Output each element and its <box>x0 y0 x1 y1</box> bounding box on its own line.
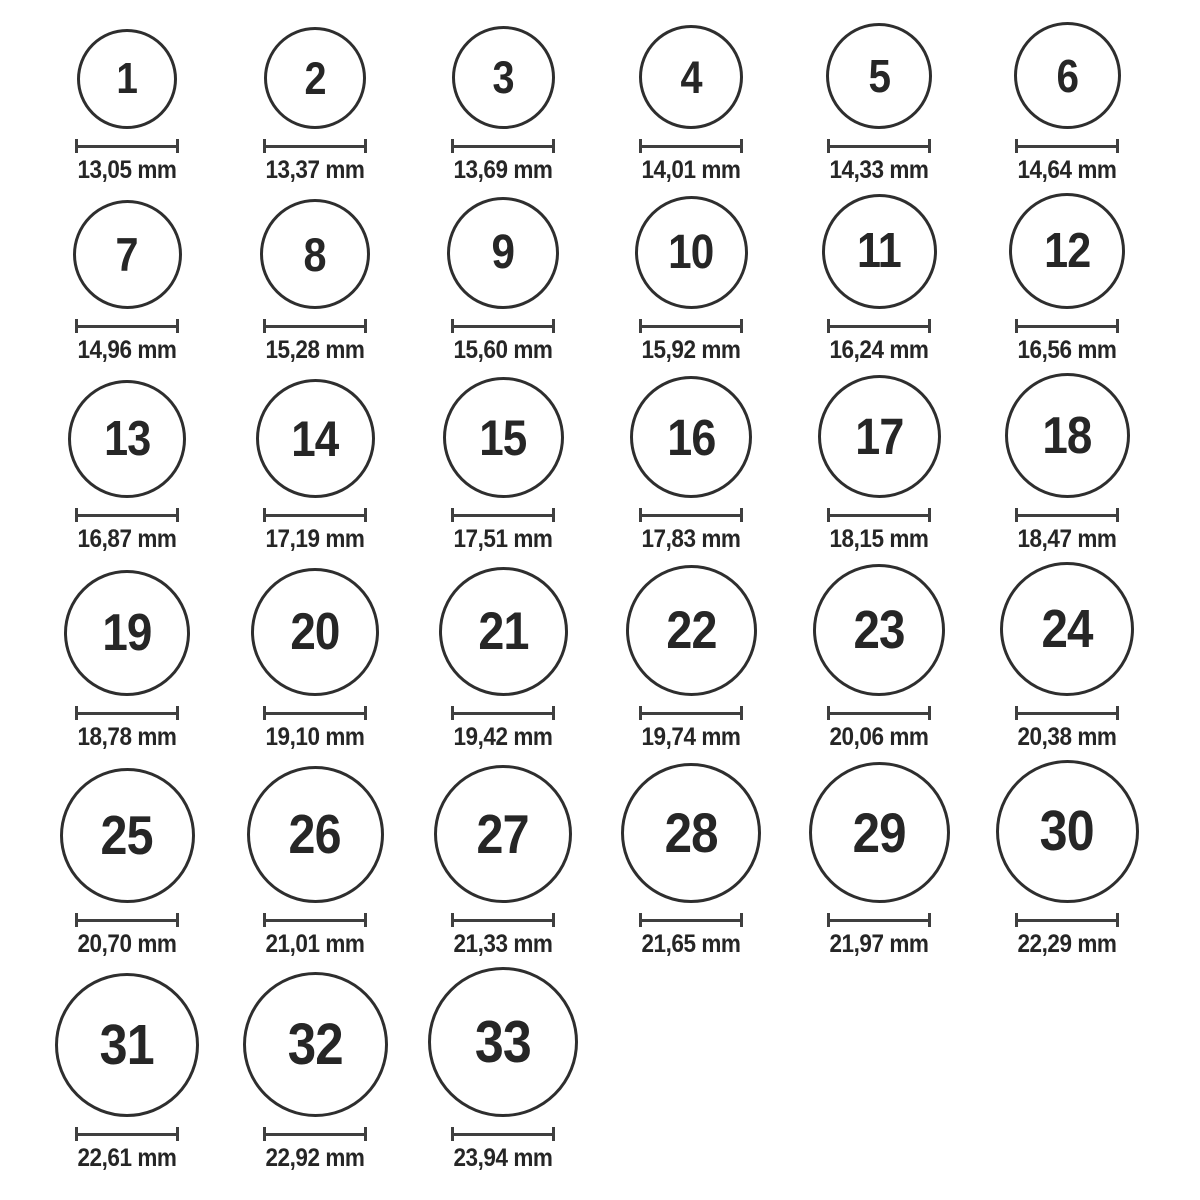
ring-size-item <box>33 380 221 554</box>
ring-size-number: 29 <box>852 800 906 864</box>
ruler-tick-right <box>1116 319 1119 333</box>
ring-circle <box>1005 373 1130 498</box>
diameter-ruler <box>1015 319 1119 333</box>
ruler-tick-right <box>740 319 743 333</box>
diameter-label <box>1012 524 1122 554</box>
ring-size-item <box>33 200 221 365</box>
ruler-line <box>642 514 740 517</box>
diameter-label <box>72 335 182 365</box>
ruler-tick-right <box>740 913 743 927</box>
ruler-line <box>830 919 928 922</box>
ruler-line <box>266 325 364 328</box>
ring-circle <box>1014 22 1121 129</box>
diameter-label <box>260 1143 370 1173</box>
diameter-label <box>448 524 558 554</box>
ruler-line <box>830 325 928 328</box>
ruler-line <box>78 919 176 922</box>
ruler-line <box>1018 514 1116 517</box>
ruler-line <box>78 514 176 517</box>
ruler-tick-right <box>928 913 931 927</box>
ring-circle <box>256 379 375 498</box>
ruler-tick-right <box>552 706 555 720</box>
ring-size-number: 32 <box>287 1011 343 1077</box>
diameter-ruler <box>263 1127 367 1141</box>
ruler-line <box>1018 712 1116 715</box>
ruler-line <box>454 145 552 148</box>
diameter-label-text: 15,60 mm <box>453 335 553 364</box>
diameter-ruler <box>827 706 931 720</box>
ruler-line <box>266 514 364 517</box>
ring-size-item <box>597 196 785 365</box>
ring-size-number: 18 <box>1042 406 1092 465</box>
ring-circle <box>635 196 748 309</box>
diameter-label-text: 20,38 mm <box>1017 722 1117 751</box>
ruler-line <box>78 712 176 715</box>
diameter-label <box>448 1143 558 1173</box>
diameter-label <box>260 335 370 365</box>
diameter-label-text: 14,96 mm <box>77 335 177 364</box>
ring-size-number: 4 <box>680 51 702 103</box>
ring-size-number: 15 <box>479 409 527 466</box>
ring-size-number: 8 <box>303 227 327 281</box>
diameter-ruler <box>75 139 179 153</box>
ruler-tick-right <box>1116 139 1119 153</box>
ring-circle <box>809 762 950 903</box>
diameter-ruler <box>75 319 179 333</box>
ring-size-number: 11 <box>857 224 901 278</box>
diameter-label <box>1012 929 1122 959</box>
ring-circle <box>77 29 177 129</box>
ring-size-number: 19 <box>102 604 152 662</box>
diameter-ruler <box>451 706 555 720</box>
ring-circle <box>251 568 379 696</box>
ring-size-item <box>409 197 597 365</box>
chart-row <box>33 22 1200 185</box>
ring-size-number: 9 <box>491 226 515 279</box>
ruler-tick-right <box>176 1127 179 1141</box>
diameter-ruler <box>263 706 367 720</box>
ruler-tick-right <box>928 139 931 153</box>
ring-size-number: 5 <box>868 50 890 102</box>
diameter-ruler <box>75 706 179 720</box>
ring-circle <box>428 967 578 1117</box>
ring-circle <box>813 564 945 696</box>
diameter-ruler <box>263 508 367 522</box>
ring-circle <box>60 768 195 903</box>
ruler-tick-right <box>364 508 367 522</box>
ring-circle <box>68 380 186 498</box>
ring-size-number: 24 <box>1041 599 1093 659</box>
ring-size-number: 7 <box>115 228 139 281</box>
diameter-ruler <box>263 139 367 153</box>
ring-size-item <box>221 568 409 752</box>
ring-size-number: 20 <box>290 603 340 661</box>
diameter-label <box>72 722 182 752</box>
diameter-ruler <box>451 913 555 927</box>
diameter-label-text: 19,10 mm <box>265 722 365 751</box>
ring-size-item <box>409 967 597 1173</box>
ring-circle <box>639 25 743 129</box>
ring-size-number: 3 <box>492 52 514 103</box>
ring-size-item <box>597 25 785 185</box>
ruler-tick-right <box>552 139 555 153</box>
diameter-label <box>260 722 370 752</box>
diameter-label <box>636 335 746 365</box>
ring-size-item <box>973 760 1161 959</box>
diameter-ruler <box>451 319 555 333</box>
diameter-ruler <box>639 508 743 522</box>
ring-size-item <box>409 377 597 554</box>
diameter-label <box>1012 335 1122 365</box>
diameter-ruler <box>75 508 179 522</box>
chart-row <box>33 373 1200 554</box>
diameter-ruler <box>827 913 931 927</box>
diameter-label <box>824 929 934 959</box>
ruler-tick-right <box>928 319 931 333</box>
ruler-line <box>266 919 364 922</box>
ring-circle <box>55 973 199 1117</box>
ring-size-number: 1 <box>116 54 138 103</box>
ruler-line <box>454 1133 552 1136</box>
ring-size-number: 31 <box>99 1012 155 1077</box>
ring-size-number: 6 <box>1056 49 1078 102</box>
ruler-tick-right <box>552 1127 555 1141</box>
ring-size-item <box>597 376 785 554</box>
diameter-ruler <box>639 139 743 153</box>
diameter-ruler <box>263 319 367 333</box>
ring-circle <box>1009 193 1125 309</box>
diameter-label-text: 16,56 mm <box>1017 335 1117 364</box>
ring-size-number: 23 <box>853 600 905 660</box>
ruler-line <box>642 325 740 328</box>
ring-size-number: 30 <box>1039 799 1095 863</box>
ruler-tick-right <box>1116 508 1119 522</box>
diameter-label <box>824 722 934 752</box>
diameter-label-text: 15,92 mm <box>641 335 741 364</box>
ruler-line <box>1018 325 1116 328</box>
ring-size-number: 26 <box>288 803 342 865</box>
diameter-label <box>824 155 934 185</box>
ruler-line <box>266 1133 364 1136</box>
ruler-tick-right <box>740 706 743 720</box>
ruler-line <box>1018 145 1116 148</box>
chart-row <box>33 967 1200 1173</box>
diameter-ruler <box>639 913 743 927</box>
ruler-tick-right <box>552 319 555 333</box>
diameter-label-text: 18,47 mm <box>1017 524 1117 553</box>
ruler-tick-right <box>176 706 179 720</box>
diameter-label-text: 15,28 mm <box>265 335 365 364</box>
diameter-ruler <box>263 913 367 927</box>
ring-size-number: 10 <box>668 225 714 279</box>
ring-circle <box>1000 562 1134 696</box>
diameter-label-text: 21,65 mm <box>641 929 741 958</box>
ruler-line <box>830 712 928 715</box>
ring-size-number: 22 <box>665 601 717 660</box>
diameter-label-text: 20,70 mm <box>77 929 177 958</box>
ring-circle <box>630 376 752 498</box>
ruler-line <box>78 1133 176 1136</box>
ring-size-item <box>33 768 221 959</box>
diameter-ruler <box>827 319 931 333</box>
diameter-label-text: 13,69 mm <box>453 155 553 184</box>
ruler-tick-right <box>364 1127 367 1141</box>
diameter-label-text: 17,19 mm <box>265 524 365 553</box>
ring-circle <box>818 375 941 498</box>
ruler-line <box>454 712 552 715</box>
diameter-label-text: 23,94 mm <box>453 1143 553 1172</box>
diameter-label <box>72 155 182 185</box>
diameter-ruler <box>1015 706 1119 720</box>
diameter-label-text: 14,33 mm <box>829 155 929 184</box>
ring-circle <box>264 27 366 129</box>
ring-size-item <box>221 972 409 1173</box>
diameter-label-text: 16,24 mm <box>829 335 929 364</box>
ring-circle <box>260 199 370 309</box>
ruler-line <box>830 145 928 148</box>
diameter-label-text: 14,64 mm <box>1017 155 1117 184</box>
ruler-tick-right <box>176 139 179 153</box>
diameter-ruler <box>451 1127 555 1141</box>
ring-size-item <box>973 193 1161 365</box>
diameter-ruler <box>451 139 555 153</box>
ring-size-number: 12 <box>1043 223 1091 278</box>
ruler-tick-right <box>1116 706 1119 720</box>
diameter-label-text: 21,01 mm <box>265 929 365 958</box>
ring-size-item <box>221 199 409 365</box>
chart-row <box>33 193 1200 365</box>
ring-size-number: 21 <box>477 602 529 661</box>
diameter-ruler <box>639 706 743 720</box>
diameter-label-text: 20,06 mm <box>829 722 929 751</box>
ring-circle <box>996 760 1139 903</box>
ruler-tick-right <box>176 508 179 522</box>
diameter-label-text: 21,97 mm <box>829 929 929 958</box>
diameter-label-text: 22,29 mm <box>1017 929 1117 958</box>
ring-size-item <box>221 766 409 959</box>
ring-circle <box>243 972 388 1117</box>
ring-size-item <box>33 973 221 1173</box>
diameter-ruler <box>827 508 931 522</box>
ring-circle <box>452 26 555 129</box>
diameter-label <box>636 524 746 554</box>
ring-size-number: 14 <box>291 410 339 467</box>
diameter-label <box>448 722 558 752</box>
ring-circle <box>434 765 572 903</box>
ruler-tick-right <box>1116 913 1119 927</box>
ring-size-number: 17 <box>854 408 904 465</box>
ring-size-item <box>33 29 221 185</box>
ruler-tick-right <box>364 913 367 927</box>
ruler-line <box>642 712 740 715</box>
ring-size-number: 2 <box>304 52 326 104</box>
ring-size-number: 27 <box>476 802 530 865</box>
diameter-ruler <box>827 139 931 153</box>
ring-circle <box>826 23 932 129</box>
ring-size-item <box>409 765 597 959</box>
ring-size-item <box>973 22 1161 185</box>
ring-circle <box>626 565 757 696</box>
ring-circle <box>443 377 564 498</box>
diameter-label <box>824 524 934 554</box>
diameter-label-text: 13,05 mm <box>77 155 177 184</box>
diameter-ruler <box>451 508 555 522</box>
ruler-tick-right <box>740 508 743 522</box>
ruler-line <box>266 145 364 148</box>
diameter-label-text: 18,15 mm <box>829 524 929 553</box>
ruler-tick-right <box>928 508 931 522</box>
ruler-line <box>266 712 364 715</box>
diameter-label <box>72 929 182 959</box>
diameter-label <box>824 335 934 365</box>
ruler-tick-right <box>364 139 367 153</box>
diameter-label <box>260 929 370 959</box>
ruler-line <box>642 919 740 922</box>
diameter-label-text: 22,92 mm <box>265 1143 365 1172</box>
ruler-line <box>78 325 176 328</box>
ring-circle <box>73 200 182 309</box>
diameter-label <box>636 722 746 752</box>
ruler-tick-right <box>740 139 743 153</box>
ruler-line <box>78 145 176 148</box>
diameter-label <box>448 335 558 365</box>
diameter-label-text: 19,74 mm <box>641 722 741 751</box>
ruler-tick-right <box>552 508 555 522</box>
diameter-label-text: 18,78 mm <box>77 722 177 751</box>
diameter-ruler <box>75 1127 179 1141</box>
ring-circle <box>621 763 761 903</box>
ruler-tick-right <box>364 319 367 333</box>
ring-size-number: 16 <box>666 408 716 466</box>
ruler-line <box>642 145 740 148</box>
ruler-tick-right <box>552 913 555 927</box>
diameter-label-text: 17,83 mm <box>641 524 741 553</box>
chart-row <box>33 562 1200 752</box>
diameter-ruler <box>1015 913 1119 927</box>
ring-size-item <box>785 564 973 752</box>
ruler-tick-right <box>928 706 931 720</box>
diameter-label <box>72 1143 182 1173</box>
ring-size-item <box>597 763 785 959</box>
chart-row <box>33 760 1200 959</box>
diameter-ruler <box>639 319 743 333</box>
diameter-ruler <box>75 913 179 927</box>
diameter-label <box>1012 722 1122 752</box>
diameter-label <box>260 524 370 554</box>
diameter-label-text: 13,37 mm <box>265 155 365 184</box>
ring-size-item <box>973 373 1161 554</box>
ring-size-item <box>973 562 1161 752</box>
diameter-label-text: 17,51 mm <box>453 524 553 553</box>
ring-circle <box>64 570 190 696</box>
ring-size-number: 25 <box>100 804 154 866</box>
diameter-label <box>448 155 558 185</box>
ring-circle <box>439 567 568 696</box>
diameter-label <box>260 155 370 185</box>
ring-size-item <box>785 375 973 554</box>
ruler-tick-right <box>176 319 179 333</box>
ring-circle <box>447 197 559 309</box>
ring-size-number: 13 <box>103 411 151 466</box>
diameter-label <box>448 929 558 959</box>
ring-size-item <box>409 26 597 185</box>
diameter-label-text: 16,87 mm <box>77 524 177 553</box>
ring-size-item <box>785 23 973 185</box>
diameter-label <box>636 929 746 959</box>
ring-size-item <box>221 379 409 554</box>
diameter-label-text: 22,61 mm <box>77 1143 177 1172</box>
ring-size-item <box>221 27 409 185</box>
ruler-line <box>454 325 552 328</box>
ring-size-item <box>597 565 785 752</box>
diameter-label-text: 19,42 mm <box>453 722 553 751</box>
diameter-label <box>1012 155 1122 185</box>
diameter-ruler <box>1015 508 1119 522</box>
ruler-line <box>454 514 552 517</box>
ruler-line <box>454 919 552 922</box>
ring-size-item <box>785 194 973 365</box>
ring-circle <box>822 194 937 309</box>
ruler-line <box>1018 919 1116 922</box>
ring-size-item <box>409 567 597 752</box>
ring-size-item <box>785 762 973 959</box>
ruler-tick-right <box>176 913 179 927</box>
ruler-line <box>830 514 928 517</box>
ring-size-number: 33 <box>474 1008 531 1075</box>
diameter-label-text: 14,01 mm <box>641 155 741 184</box>
diameter-label <box>72 524 182 554</box>
ring-size-number: 28 <box>664 801 718 864</box>
diameter-ruler <box>1015 139 1119 153</box>
ruler-tick-right <box>364 706 367 720</box>
ring-size-item <box>33 570 221 752</box>
diameter-label-text: 21,33 mm <box>453 929 553 958</box>
diameter-label <box>636 155 746 185</box>
ring-circle <box>247 766 384 903</box>
